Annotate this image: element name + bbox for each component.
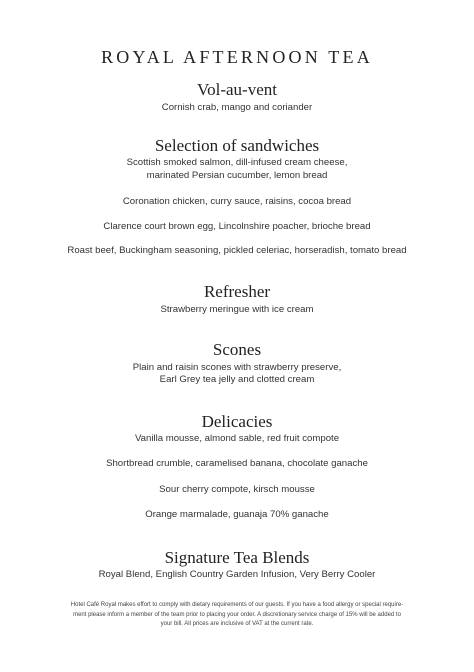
footer-line: Hotel Café Royal makes effort to comply with dietary requirements of our guests. If you have a food allergy or special require-: [70, 602, 404, 608]
menu-item: Vanilla mousse, almond sable, red fruit compote: [134, 433, 340, 444]
menu-item: Royal Blend, English Country Garden Infusion, Very Berry Cooler: [98, 569, 376, 580]
section-heading-tea-blends: Signature Tea Blends: [164, 548, 310, 567]
menu-item: Strawberry meringue with ice cream: [160, 304, 314, 315]
menu-title: ROYAL AFTERNOON TEA: [101, 47, 373, 67]
section-heading-delicacies: Delicacies: [201, 412, 273, 431]
menu-item: marinated Persian cucumber, lemon bread: [146, 170, 328, 181]
menu-item: Roast beef, Buckingham seasoning, pickled celeriac, horseradish, tomato bread: [67, 245, 407, 256]
menu-item: Earl Grey tea jelly and clotted cream: [159, 374, 315, 385]
section-heading-refresher: Refresher: [203, 282, 271, 301]
menu-item: Scottish smoked salmon, dill-infused cream cheese,: [126, 157, 348, 168]
section-heading-vol-au-vent: Vol-au-vent: [197, 80, 277, 99]
section-heading-scones: Scones: [212, 340, 262, 359]
menu-item: Shortbread crumble, caramelised banana, chocolate ganache: [106, 458, 368, 469]
footer-line: your bill. All prices are inclusive of VAT at the current rate.: [160, 621, 314, 627]
menu-item: Cornish crab, mango and coriander: [161, 102, 313, 113]
section-heading-sandwiches: Selection of sandwiches: [154, 136, 320, 155]
menu-item: Sour cherry compote, kirsch mousse: [159, 484, 315, 495]
menu-item: Clarence court brown egg, Lincolnshire poacher, brioche bread: [103, 221, 371, 232]
menu-item: Orange marmalade, guanaja 70% ganache: [145, 509, 329, 520]
menu-item: Coronation chicken, curry sauce, raisins, cocoa bread: [122, 196, 352, 207]
footer-line: ment please inform a member of the team prior to placing your order. A discretionary service charge of 15% will be added to: [73, 611, 401, 618]
menu-item: Plain and raisin scones with strawberry preserve,: [132, 362, 342, 373]
dietary-notice: [0, 601, 474, 630]
